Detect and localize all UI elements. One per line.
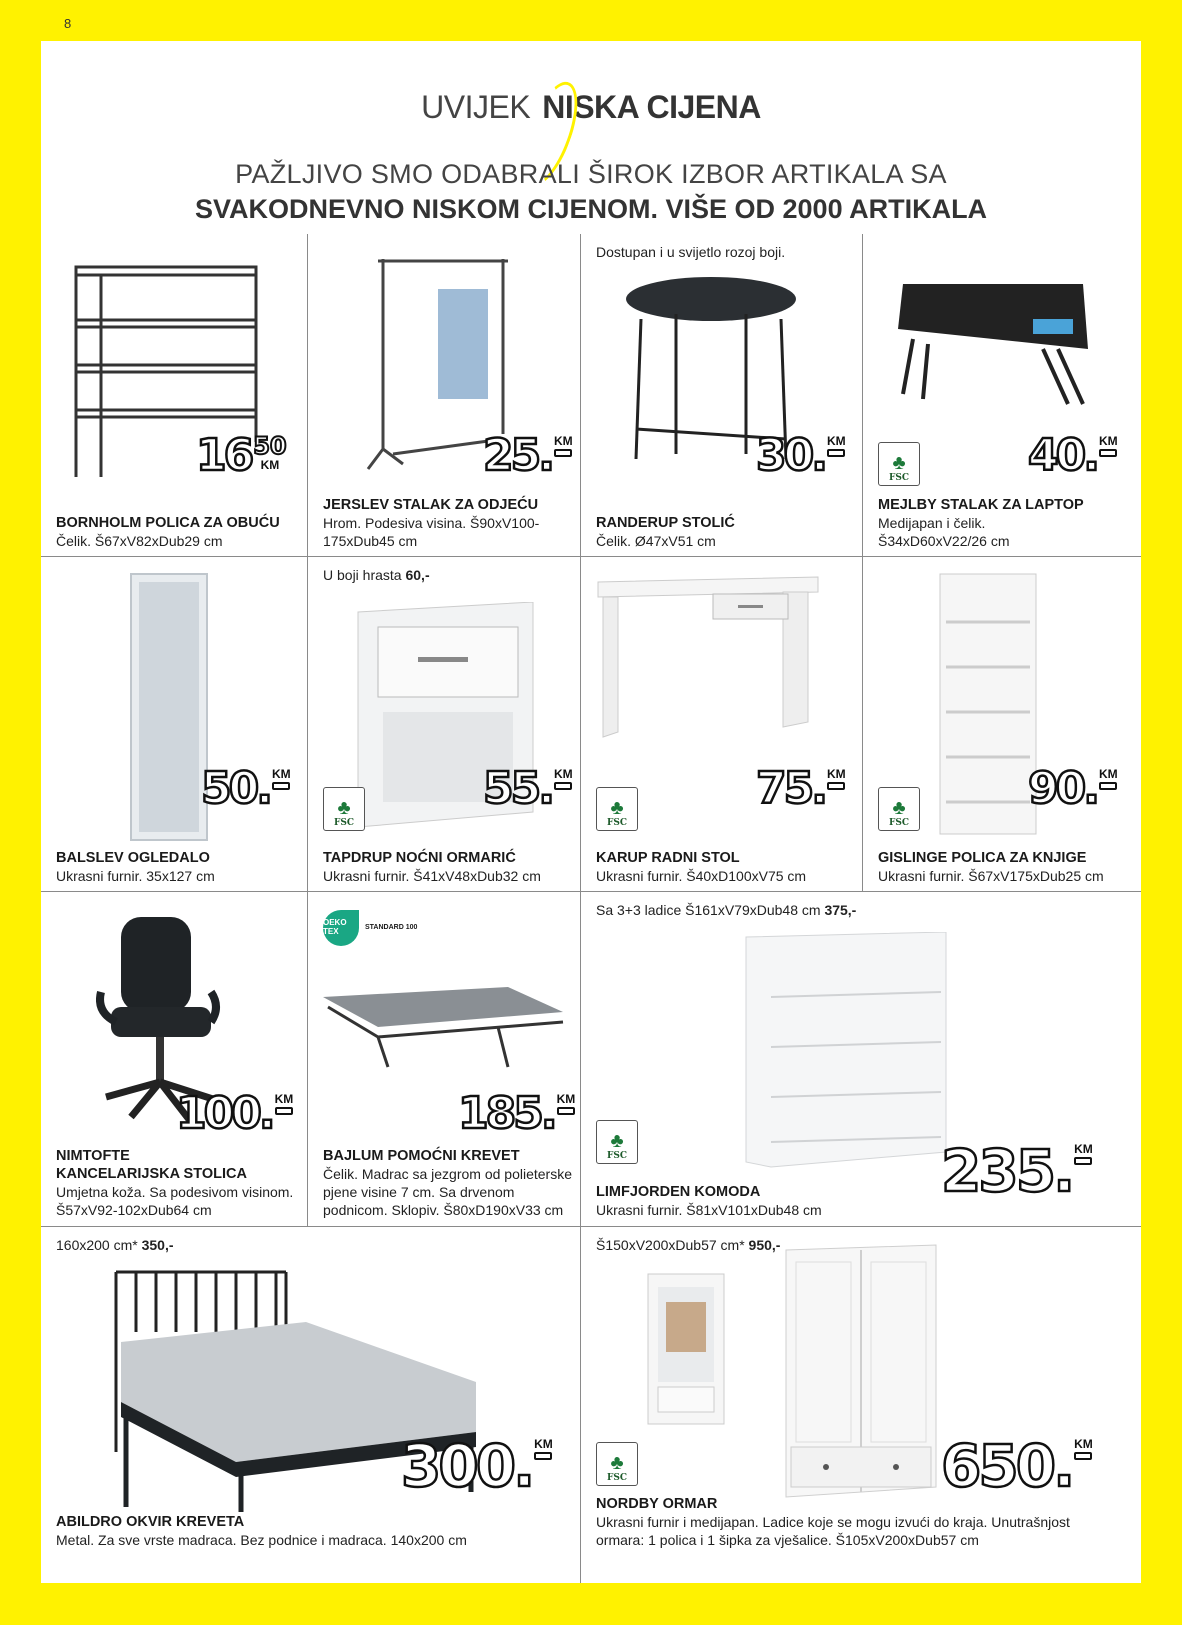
price-tag: 40. KM xyxy=(1028,430,1118,481)
folding-bed-image xyxy=(318,982,568,1072)
fsc-tree-icon: ♣ xyxy=(337,797,351,819)
fsc-badge: ♣ FSC xyxy=(596,787,638,831)
price-tag: 16 50 KM xyxy=(196,430,287,481)
product-description: Ukrasni furnir i medijapan. Ladice koje se mogu izvući do kraja. Unutrašnjost ormara: 1 polica i 1 šipka za vješalice. Š105xV200xDub57 cm xyxy=(596,1514,1070,1548)
fsc-badge: ♣ FSC xyxy=(596,1120,638,1164)
fsc-badge: ♣ FSC xyxy=(323,787,365,831)
brand-logo xyxy=(41,89,1141,149)
product-description: Ukrasni furnir. Š41xV48xDub32 cm xyxy=(323,868,541,884)
product-name: BALSLEV OGLEDALO xyxy=(56,850,210,866)
product-name: KARUP RADNI STOL xyxy=(596,850,740,866)
product-description: Ukrasni furnir. Š81xV101xDub48 cm xyxy=(596,1202,822,1218)
headline-line-1: PAŽLJIVO SMO ODABRALI ŠIROK IZBOR ARTIKALA SA xyxy=(235,159,947,189)
laptop-stand-image xyxy=(893,279,1093,419)
product-description: Ukrasni furnir. Š40xD100xV75 cm xyxy=(596,868,807,884)
headline xyxy=(41,159,1141,225)
price-tag: 30. KM xyxy=(756,430,846,481)
product-card[interactable] xyxy=(308,557,581,892)
fsc-tree-icon: ♣ xyxy=(610,797,624,819)
fsc-badge: ♣ FSC xyxy=(878,442,920,486)
catalog-panel xyxy=(41,41,1141,1583)
price-tag: 50. KM xyxy=(201,763,291,814)
product-name: MEJLBY STALAK ZA LAPTOP xyxy=(878,497,1084,513)
desk-image xyxy=(593,572,823,742)
fsc-tree-icon: ♣ xyxy=(892,452,906,474)
product-card[interactable] xyxy=(863,234,1141,557)
oeko-tex-icon: OEKO TEX xyxy=(323,910,359,946)
logo-text-light: UVIJEK xyxy=(421,89,531,125)
price-tag: 235. KM xyxy=(941,1137,1093,1205)
page-number: 8 xyxy=(64,16,72,31)
fsc-tree-icon: ♣ xyxy=(610,1130,624,1152)
product-card[interactable] xyxy=(581,557,863,892)
price-tag: 100. KM xyxy=(176,1088,294,1139)
variant-note: Dostupan i u svijetlo rozoj boji. xyxy=(596,244,786,260)
product-description: Medijapan i čelik. Š34xD60xV22/26 cm xyxy=(878,515,1010,549)
fsc-tree-icon: ♣ xyxy=(610,1452,624,1474)
fsc-badge: ♣ FSC xyxy=(596,1442,638,1486)
product-card[interactable] xyxy=(308,234,581,557)
oeko-tex-badge: OEKO TEX STANDARD 100 xyxy=(323,910,417,946)
product-description: Hrom. Podesiva visina. Š90xV100-175xDub45 cm xyxy=(323,515,540,549)
product-card[interactable] xyxy=(41,892,308,1227)
product-description: Čelik. Ø47xV51 cm xyxy=(596,533,716,549)
product-card[interactable] xyxy=(41,234,308,557)
wardrobe-image xyxy=(781,1242,941,1502)
price-tag: 185. KM xyxy=(458,1088,576,1139)
product-card[interactable] xyxy=(581,892,1141,1227)
product-card[interactable] xyxy=(581,234,863,557)
product-name: JERSLEV STALAK ZA ODJEĆU xyxy=(323,497,539,513)
product-card[interactable] xyxy=(308,892,581,1227)
product-name: BAJLUM POMOĆNI KREVET xyxy=(323,1148,520,1164)
product-card[interactable] xyxy=(41,1227,581,1583)
product-description: Ukrasni furnir. 35x127 cm xyxy=(56,868,215,884)
price-tag: 300. KM xyxy=(401,1432,553,1500)
price-tag: 90. KM xyxy=(1028,763,1118,814)
product-name: TAPDRUP NOĆNI ORMARIĆ xyxy=(323,850,516,866)
mirror-image xyxy=(129,572,209,842)
product-name: NORDBY ORMAR xyxy=(596,1496,718,1512)
variant-note: Sa 3+3 ladice Š161xV79xDub48 cm 375,- xyxy=(596,902,857,918)
product-description: Ukrasni furnir. Š67xV175xDub25 cm xyxy=(878,868,1104,884)
product-description: Čelik. Madrac sa jezgrom od polieterske pjene visine 7 cm. Sa drvenom podnicom. Sklopiv. Š80xD190xV33 cm xyxy=(323,1166,572,1218)
product-description: Umjetna koža. Sa podesivom visinom. Š57xV92-102xDub64 cm xyxy=(56,1184,294,1218)
product-name: NIMTOFTE KANCELARIJSKA STOLICA xyxy=(56,1148,247,1182)
variant-note: Š150xV200xDub57 cm* 950,- xyxy=(596,1237,781,1253)
product-card[interactable] xyxy=(41,557,308,892)
bookcase-image xyxy=(938,572,1038,837)
price-tag: 75. KM xyxy=(756,763,846,814)
price-tag: 25. KM xyxy=(483,430,573,481)
chest-of-drawers-image xyxy=(741,932,951,1172)
logo-text-bold: NISKA CIJENA xyxy=(542,89,761,125)
fsc-tree-icon: ♣ xyxy=(892,797,906,819)
product-name: ABILDRO OKVIR KREVETA xyxy=(56,1514,245,1530)
price-tag: 55. KM xyxy=(483,763,573,814)
product-name: RANDERUP STOLIĆ xyxy=(596,515,735,531)
product-card[interactable] xyxy=(863,557,1141,892)
product-name: GISLINGE POLICA ZA KNJIGE xyxy=(878,850,1087,866)
product-name: LIMFJORDEN KOMODA xyxy=(596,1184,761,1200)
product-description: Metal. Za sve vrste madraca. Bez podnice i madraca. 140x200 cm xyxy=(56,1532,467,1548)
variant-note: 160x200 cm* 350,- xyxy=(56,1237,174,1253)
product-card[interactable] xyxy=(581,1227,1141,1583)
product-name: BORNHOLM POLICA ZA OBUĆU xyxy=(56,515,280,531)
variant-note: U boji hrasta 60,- xyxy=(323,567,430,583)
price-tag: 650. KM xyxy=(941,1432,1093,1500)
wardrobe-open-image xyxy=(646,1272,726,1427)
product-description: Čelik. Š67xV82xDub29 cm xyxy=(56,533,223,549)
fsc-badge: ♣ FSC xyxy=(878,787,920,831)
headline-line-2: SVAKODNEVNO NISKOM CIJENOM. VIŠE OD 2000 ARTIKALA xyxy=(194,194,988,224)
